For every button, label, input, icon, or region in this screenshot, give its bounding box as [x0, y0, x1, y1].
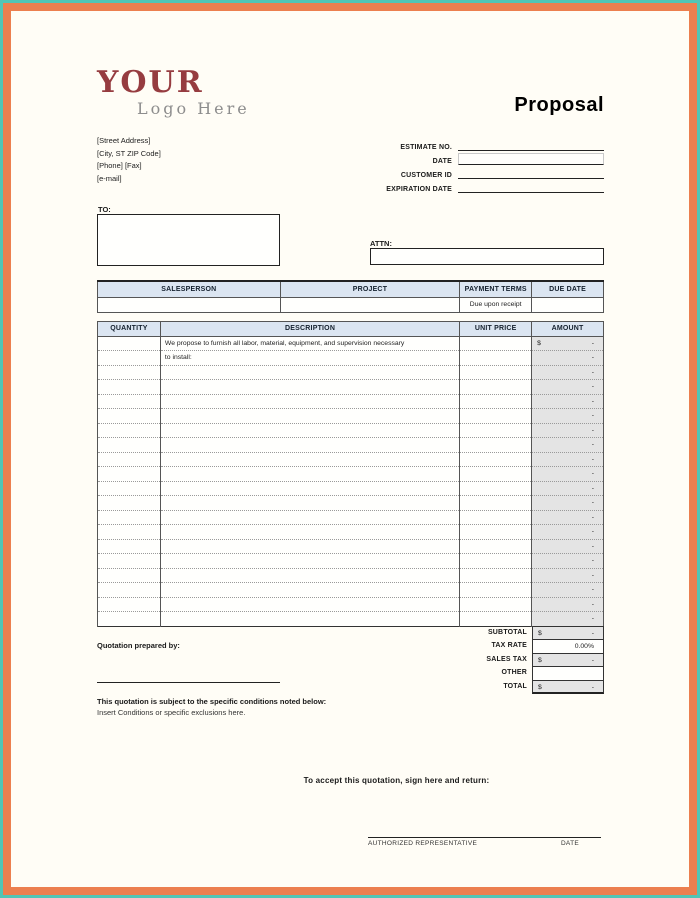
project-header: PROJECT — [280, 281, 460, 297]
total-row — [394, 666, 604, 681]
unit-price-cell — [460, 467, 532, 482]
description-cell — [160, 438, 459, 453]
estimate-field-row — [366, 165, 604, 179]
due-date-header: DUE DATE — [532, 281, 604, 297]
line-item-row — [98, 365, 604, 380]
line-item-row — [98, 612, 604, 627]
line-item-row — [98, 423, 604, 438]
document-title: Proposal — [514, 94, 604, 116]
description-header: DESCRIPTION — [160, 321, 459, 336]
total-row — [394, 626, 604, 641]
quantity-cell — [98, 394, 161, 409]
line-item-row — [98, 409, 604, 424]
total-currency: $ — [538, 629, 542, 637]
address-line: [City, ST ZIP Code] — [97, 148, 161, 158]
signature-date-label: DATE — [560, 839, 579, 847]
unit-price-cell — [460, 496, 532, 511]
unit-price-cell — [460, 525, 532, 540]
amount-cell — [532, 481, 604, 496]
line-item-row — [98, 583, 604, 598]
total-value: - — [591, 656, 594, 664]
to-address-box — [97, 214, 280, 266]
line-item-row — [98, 467, 604, 482]
amount-value: - — [591, 368, 594, 376]
amount-cell — [532, 554, 604, 569]
unit-price-cell — [460, 452, 532, 467]
amount-value: - — [591, 397, 594, 405]
line-items-table — [97, 321, 604, 627]
line-item-row — [98, 452, 604, 467]
salesperson-header: SALESPERSON — [98, 281, 281, 297]
unit-price-cell — [460, 409, 532, 424]
address-line: [Phone] [Fax] — [97, 161, 142, 170]
total-currency: $ — [538, 656, 542, 664]
quantity-cell — [98, 612, 161, 627]
amount-cell — [532, 351, 604, 366]
acceptance-instruction: To accept this quotation, sign here and return: — [303, 775, 490, 785]
estimate-field-input-line — [458, 153, 604, 165]
amount-cell — [532, 336, 604, 351]
total-row-value-box — [532, 639, 604, 654]
proposal-document-page — [11, 11, 689, 887]
description-cell — [160, 481, 459, 496]
unit-price-cell — [460, 351, 532, 366]
line-item-row — [98, 438, 604, 453]
description-cell — [160, 380, 459, 395]
estimate-field-label: EXPIRATION DATE — [386, 186, 452, 193]
amount-cell — [532, 394, 604, 409]
total-row-label: SUBTOTAL — [487, 628, 527, 636]
description-cell — [160, 583, 459, 598]
prepared-by-label: Quotation prepared by: — [97, 640, 180, 650]
total-value: - — [591, 629, 594, 637]
line-item-row — [98, 568, 604, 583]
amount-value: - — [591, 441, 594, 448]
amount-value: - — [591, 528, 594, 535]
quantity-cell — [98, 583, 161, 598]
description-cell — [160, 612, 459, 627]
unit-price-cell — [460, 583, 532, 598]
line-item-row — [98, 554, 604, 569]
quantity-cell — [98, 467, 161, 482]
amount-cell — [532, 510, 604, 525]
description-cell — [160, 510, 459, 525]
total-value: 0.00% — [574, 643, 594, 650]
quantity-header: QUANTITY — [98, 321, 161, 336]
description-cell — [160, 539, 459, 554]
total-row-value-box — [532, 626, 604, 641]
totals-block — [394, 627, 604, 718]
amount-value: - — [591, 484, 594, 492]
unit-price-cell — [460, 568, 532, 583]
amount-value: - — [591, 412, 594, 419]
amount-cell — [532, 525, 604, 540]
project-cell — [280, 297, 460, 312]
line-item-row — [98, 336, 604, 351]
quantity-cell — [98, 597, 161, 612]
amount-value: - — [591, 499, 594, 506]
amount-header: AMOUNT — [532, 321, 604, 336]
sales-info-header-row — [98, 281, 604, 297]
prepared-by-signature-line — [97, 682, 280, 683]
amount-value: - — [591, 470, 594, 477]
unit-price-cell — [460, 481, 532, 496]
description-cell: to install: — [160, 351, 459, 366]
due-date-cell — [532, 297, 604, 312]
total-row-label: SALES TAX — [486, 655, 527, 663]
description-cell — [160, 365, 459, 380]
quantity-cell — [98, 539, 161, 554]
line-item-row — [98, 380, 604, 395]
estimate-field-input-line — [458, 167, 604, 179]
line-item-row — [98, 525, 604, 540]
estimate-field-label: ESTIMATE NO. — [400, 144, 452, 151]
attn-label: ATTN: — [370, 239, 392, 248]
unit-price-cell — [460, 612, 532, 627]
description-cell — [160, 597, 459, 612]
amount-cell — [532, 380, 604, 395]
logo-secondary-text: Logo Here — [137, 99, 250, 118]
amount-cell — [532, 423, 604, 438]
description-cell — [160, 452, 459, 467]
line-item-row — [98, 496, 604, 511]
estimate-meta-fields — [366, 135, 604, 193]
attn-input-box — [370, 248, 604, 265]
recipient-section — [97, 205, 604, 280]
amount-value: - — [591, 426, 594, 434]
line-items-header-row — [98, 321, 604, 336]
signature-block — [368, 837, 601, 847]
conditions-body: Insert Conditions or specific exclusions here. — [97, 707, 246, 717]
amount-cell — [532, 452, 604, 467]
amount-value: - — [591, 455, 594, 463]
description-cell — [160, 525, 459, 540]
unit-price-cell — [460, 510, 532, 525]
quantity-cell — [98, 409, 161, 424]
amount-cell — [532, 409, 604, 424]
amount-value: - — [591, 542, 594, 550]
unit-price-cell — [460, 597, 532, 612]
amount-value: - — [591, 383, 594, 390]
amount-currency: $ — [537, 339, 541, 347]
total-row-label: TOTAL — [503, 682, 527, 690]
unit-price-cell — [460, 423, 532, 438]
inner-orange-border — [3, 3, 697, 895]
quantity-cell — [98, 452, 161, 467]
amount-value: - — [591, 513, 594, 521]
total-value: - — [591, 683, 594, 691]
quantity-cell — [98, 496, 161, 511]
conditions-block — [97, 696, 347, 718]
conditions-heading: This quotation is subject to the specific conditions noted below: — [97, 696, 327, 706]
address-line: [e-mail] — [97, 173, 122, 183]
amount-cell — [532, 467, 604, 482]
total-row-value-box — [532, 680, 604, 695]
unit-price-cell — [460, 438, 532, 453]
description-cell — [160, 409, 459, 424]
description-cell — [160, 496, 459, 511]
amount-cell — [532, 539, 604, 554]
quantity-cell — [98, 351, 161, 366]
line-item-row — [98, 394, 604, 409]
description-cell — [160, 467, 459, 482]
total-row-label: TAX RATE — [491, 642, 527, 649]
amount-cell — [532, 597, 604, 612]
company-logo — [97, 67, 250, 119]
description-cell — [160, 423, 459, 438]
amount-cell — [532, 568, 604, 583]
description-cell — [160, 554, 459, 569]
address-line: [Street Address] — [97, 136, 151, 145]
estimate-field-input-line — [458, 139, 604, 151]
total-row-value-box — [532, 666, 604, 681]
sales-info-table — [97, 280, 604, 313]
unit-price-cell — [460, 336, 532, 351]
total-row — [394, 680, 604, 695]
line-item-row — [98, 539, 604, 554]
total-row-label: OTHER — [501, 669, 527, 676]
line-item-row — [98, 481, 604, 496]
quantity-cell — [98, 481, 161, 496]
quantity-cell — [98, 525, 161, 540]
quantity-cell — [98, 438, 161, 453]
estimate-field-row — [366, 151, 604, 165]
unit-price-cell — [460, 554, 532, 569]
unit-price-cell — [460, 380, 532, 395]
summary-section — [97, 627, 604, 718]
prepared-by-block — [97, 627, 347, 718]
unit-price-cell — [460, 539, 532, 554]
unit-price-cell — [460, 394, 532, 409]
estimate-field-row — [366, 137, 604, 151]
quantity-cell — [98, 568, 161, 583]
amount-cell — [532, 438, 604, 453]
sales-info-value-row — [98, 297, 604, 312]
estimate-field-row — [366, 179, 604, 193]
estimate-field-label: CUSTOMER ID — [400, 172, 452, 179]
unit-price-cell — [460, 365, 532, 380]
to-label: TO: — [98, 205, 111, 214]
quantity-cell — [98, 510, 161, 525]
estimate-field-input-line — [458, 181, 604, 193]
quantity-cell — [98, 336, 161, 351]
amount-cell — [532, 612, 604, 627]
amount-value: - — [591, 354, 594, 361]
total-currency: $ — [538, 683, 542, 691]
quantity-cell — [98, 365, 161, 380]
total-row — [394, 653, 604, 668]
amount-value: - — [591, 600, 594, 608]
quantity-cell — [98, 423, 161, 438]
info-row — [97, 135, 604, 193]
unit-price-header: UNIT PRICE — [460, 321, 532, 336]
sender-address-block — [97, 135, 161, 193]
authorized-representative-label: AUTHORIZED REPRESENTATIVE — [368, 839, 478, 847]
logo-primary-text: YOUR — [97, 65, 204, 100]
amount-value: - — [591, 615, 594, 622]
description-cell — [160, 394, 459, 409]
payment-terms-header: PAYMENT TERMS — [460, 281, 532, 297]
estimate-field-label: DATE — [432, 158, 452, 165]
amount-cell — [532, 583, 604, 598]
total-row-value-box — [532, 653, 604, 668]
amount-value: - — [591, 586, 594, 593]
quantity-cell — [98, 554, 161, 569]
line-item-row — [98, 510, 604, 525]
line-item-row — [98, 597, 604, 612]
amount-value: - — [591, 557, 594, 564]
amount-value: - — [591, 339, 594, 347]
salesperson-cell — [98, 297, 281, 312]
description-cell: We propose to furnish all labor, material, equipment, and supervision necessary — [160, 336, 459, 351]
payment-terms-cell: Due upon receipt — [460, 297, 532, 312]
description-cell — [160, 568, 459, 583]
amount-value: - — [591, 571, 594, 579]
amount-cell — [532, 496, 604, 511]
total-row — [394, 639, 604, 654]
quantity-cell — [98, 380, 161, 395]
amount-cell — [532, 365, 604, 380]
line-item-row — [98, 351, 604, 366]
document-header — [97, 11, 604, 119]
